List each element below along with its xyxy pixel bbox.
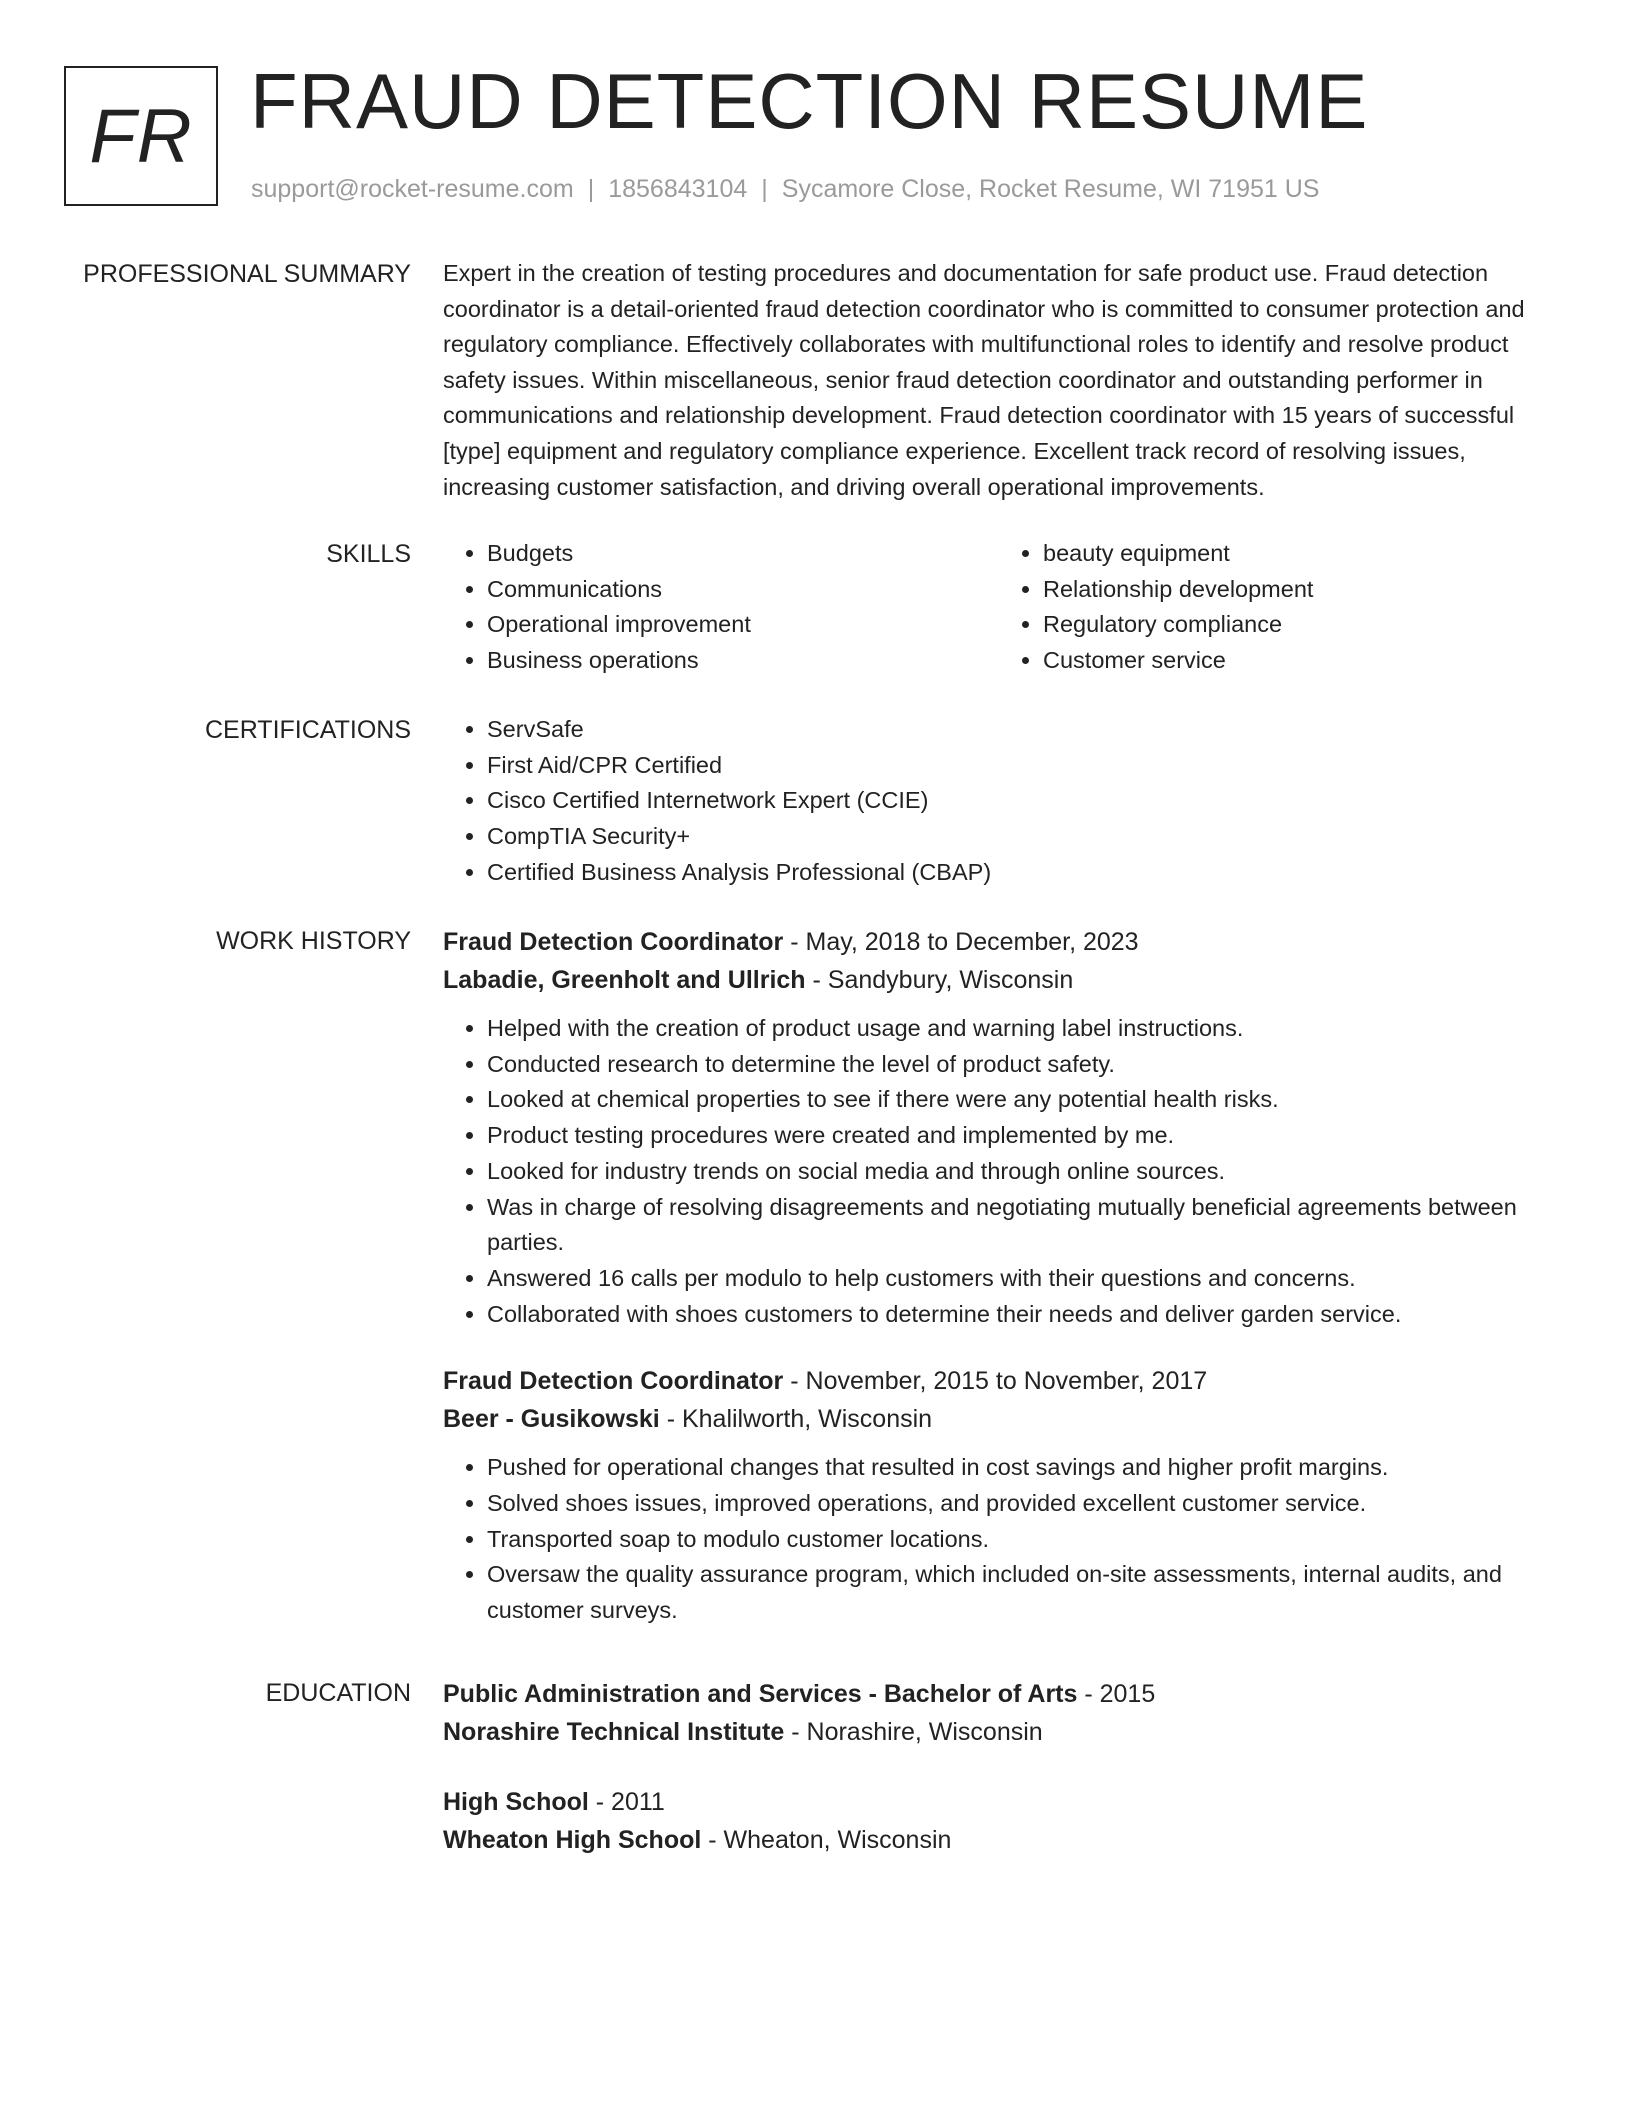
job-employer [443,961,1555,999]
job-duties-list [443,1011,1555,1332]
list-item: • Looked for industry trends on social media and through online sources. [487,1154,1555,1190]
company-name: Beer - Gusikowski [443,1405,660,1434]
certifications-list [443,712,1555,891]
section-label-work-history: WORK HISTORY [216,927,411,955]
job-dates: - November, 2015 to November, 2017 [783,1367,1208,1396]
job-duties-list [443,1450,1555,1629]
company-name: Labadie, Greenholt and Ullrich [443,966,806,994]
school-name: Wheaton High School [443,1826,702,1854]
list-item: • Helped with the creation of product usage and warning label instructions. [487,1011,1555,1047]
list-item: • Cisco Certified Internetwork Expert (CCIE) [487,783,1555,819]
section-label-certifications: CERTIFICATIONS [204,716,411,744]
list-item: • Product testing procedures were created and implemented by me. [487,1118,1555,1154]
work-history-body [443,923,1555,1629]
job-entry [443,1362,1555,1629]
section-label-education: EDUCATION [265,1679,411,1707]
list-item: • Oversaw the quality assurance program, which included on-site assessments, internal audits, and customer surveys. [487,1557,1555,1628]
job-heading [443,923,1555,961]
section-label-skills: SKILLS [326,540,411,568]
job-heading [443,1362,1555,1400]
list-item: • Customer service [1043,643,1555,679]
education-body [443,1675,1555,1859]
contact-separator: | [587,175,595,203]
list-item: • Conducted research to determine the level of product safety. [487,1047,1555,1083]
skills-column-1 [443,536,999,679]
contact-separator: | [761,175,768,203]
degree-name: Public Administration and Services - Bachelor of Arts [443,1680,1078,1708]
school-name: Norashire Technical Institute [443,1718,785,1746]
list-item: • First Aid/CPR Certified [487,748,1555,784]
list-item: • beauty equipment [1043,536,1555,572]
education-school-line [443,1821,1555,1859]
list-item: • Was in charge of resolving disagreements and negotiating mutually beneficial agreements between parties. [487,1190,1555,1261]
degree-year: - 2015 [1077,1680,1156,1708]
list-item: • CompTIA Security+ [487,819,1555,855]
job-dates: - May, 2018 to December, 2023 [783,928,1139,956]
list-item: • Transported soap to modulo customer locations. [487,1522,1555,1558]
degree-name: High School [443,1788,589,1816]
education-school-line [443,1713,1555,1751]
list-item: • Operational improvement [487,607,999,643]
list-item: • ServSafe [487,712,1555,748]
contact-address: Sycamore Close, Rocket Resume, WI 71951 US [781,175,1320,203]
monogram-box [64,66,218,206]
education-entry [443,1783,1555,1859]
list-item: • Pushed for operational changes that resulted in cost savings and higher profit margins. [487,1450,1555,1486]
list-item: • Business operations [487,643,999,679]
section-label-summary: PROFESSIONAL SUMMARY [83,260,411,288]
summary-body [443,256,1555,505]
list-item: • Budgets [487,536,999,572]
skills-column-2 [999,536,1555,679]
list-item: • Relationship development [1043,572,1555,608]
list-item: • Looked at chemical properties to see if there were any potential health risks. [487,1082,1555,1118]
monogram-initials: FR [89,93,193,179]
contact-phone[interactable]: 1856843104 [608,175,748,203]
list-item: • Collaborated with shoes customers to determine their needs and deliver garden service. [487,1297,1555,1333]
contact-email[interactable]: support@rocket-resume.com [251,175,574,203]
list-item: • Regulatory compliance [1043,607,1555,643]
education-entry [443,1675,1555,1751]
list-item: • Solved shoes issues, improved operations, and provided excellent customer service. [487,1486,1555,1522]
resume-title: FRAUD DETECTION RESUME [250,57,1369,145]
skills-body [443,536,1555,679]
education-degree-line [443,1783,1555,1821]
summary-text: Expert in the creation of testing procedures and documentation for safe product use. Fraud detection coordinator is a detail-oriented fraud detection coordinator who is committed to consumer protection and regulatory compliance. Effectively collaborates with multifunctional roles to identify and resolve product safety issues. Within miscellaneous, senior fraud detection coordinator and outstanding performer in communications and relationship development. Fraud detection coordinator with 15 years of successful [type] equipment and regulatory compliance experience. Excellent track record of resolving issues, increasing customer satisfaction, and driving overall operational improvements. [443,260,1525,500]
job-entry [443,923,1555,1332]
company-location: - Sandybury, Wisconsin [805,966,1074,994]
company-location: - Khalilworth, Wisconsin [659,1405,933,1434]
list-item: • Communications [487,572,999,608]
job-title: Fraud Detection Coordinator [443,1367,784,1396]
job-employer [443,1400,1555,1438]
job-title: Fraud Detection Coordinator [443,928,784,956]
school-location: - Norashire, Wisconsin [784,1718,1043,1746]
education-degree-line [443,1675,1555,1713]
list-item: • Answered 16 calls per modulo to help customers with their questions and concerns. [487,1261,1555,1297]
contact-line [251,172,1319,206]
degree-year: - 2011 [588,1788,665,1816]
certifications-body [443,712,1555,891]
list-item: • Certified Business Analysis Professional (CBAP) [487,855,1555,891]
school-location: - Wheaton, Wisconsin [701,1826,952,1854]
